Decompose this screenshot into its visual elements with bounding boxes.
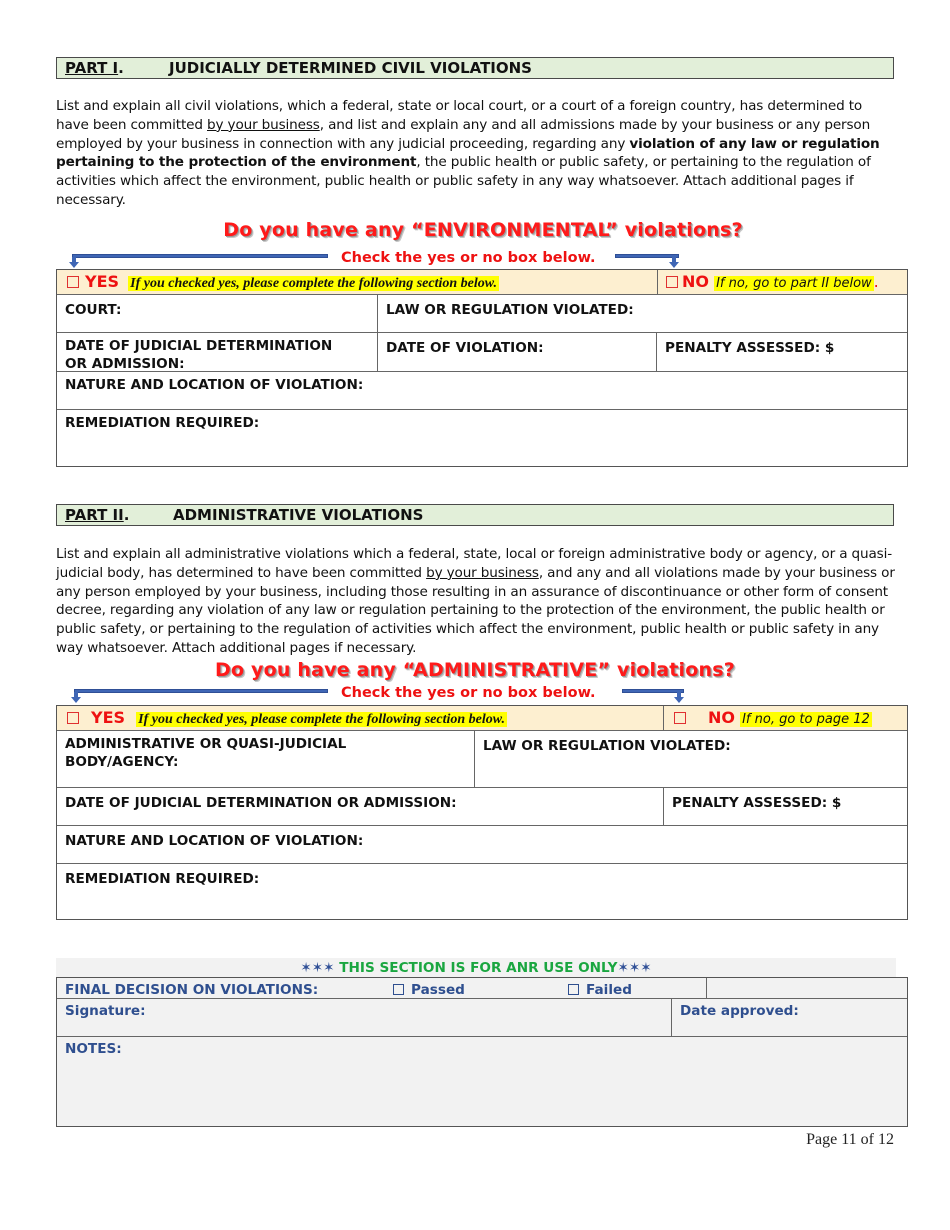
part2-no-checkbox[interactable]: [674, 712, 686, 724]
law-violated-field[interactable]: LAW OR REGULATION VIOLATED:: [386, 302, 634, 318]
failed-option[interactable]: Failed: [568, 979, 632, 999]
date-approved-field[interactable]: Date approved:: [680, 1003, 799, 1019]
arrow-down-icon: [669, 262, 679, 268]
part1-no-checkbox[interactable]: [666, 276, 678, 288]
part2-check-instruction: Check the yes or no box below.: [341, 685, 596, 701]
passed-checkbox[interactable]: [393, 984, 404, 995]
notes-field[interactable]: NOTES:: [65, 1041, 122, 1057]
penalty-assessed-field[interactable]: PENALTY ASSESSED: $: [672, 795, 842, 811]
part1-instructions: List and explain all civil violations, which a federal, state or local court, or a court of a foreign country, has determined to have been committed by your business, and list and explain any and all admissions made by your business or any person employed by your business in connection with any judicial proceeding, regarding any violation of any law or regulation pertaining to the protection of the environment, the public health or public safety, or pertaining to the regulation of activities which affect the environment, public health or public safety in any way whatsoever. Attach additional pages if necessary.: [56, 98, 880, 208]
arrow-down-icon: [69, 262, 79, 268]
part1-title: JUDICIALLY DETERMINED CIVIL VIOLATIONS: [169, 59, 532, 77]
part1-check-instruction: Check the yes or no box below.: [341, 250, 596, 266]
part2-title: ADMINISTRATIVE VIOLATIONS: [173, 506, 424, 524]
final-decision-blank-cell: [707, 978, 907, 998]
final-decision-cell: [57, 978, 707, 998]
date-judicial-determination-field[interactable]: DATE OF JUDICIAL DETERMINATION OR ADMISSION:: [57, 333, 378, 371]
right-arrow-bar: [615, 254, 679, 258]
anr-use-table: [56, 977, 908, 1127]
court-field[interactable]: COURT:: [57, 295, 378, 332]
part2-form-table: [56, 705, 908, 920]
part2-yes-cell: YES If you checked yes, please complete the following section below.: [57, 706, 664, 730]
part2-yes-checkbox[interactable]: [67, 712, 79, 724]
signature-field[interactable]: Signature:: [57, 999, 672, 1036]
part1-yes-checkbox[interactable]: [67, 276, 79, 288]
part1-yes-note: If you checked yes, please complete the following section below.: [130, 276, 498, 291]
admin-body-agency-field[interactable]: ADMINISTRATIVE OR QUASI-JUDICIAL BODY/AGENCY:: [57, 731, 475, 787]
part1-yes-no-row: [57, 270, 907, 295]
part2-question: Do you have any “ADMINISTRATIVE” violations?: [215, 659, 735, 681]
passed-option[interactable]: Passed: [393, 979, 465, 999]
final-decision-label: FINAL DECISION ON VIOLATIONS:: [65, 982, 319, 998]
part2-yes-note: If you checked yes, please complete the following section below.: [138, 712, 506, 727]
remediation-field[interactable]: REMEDIATION REQUIRED:: [65, 415, 260, 431]
part2-yes-no-row: [57, 706, 907, 731]
law-violated-field[interactable]: LAW OR REGULATION VIOLATED:: [483, 738, 731, 754]
remediation-field[interactable]: REMEDIATION REQUIRED:: [65, 871, 260, 887]
page-number: Page 11 of 12: [806, 1131, 894, 1148]
date-judicial-determination-field[interactable]: DATE OF JUDICIAL DETERMINATION OR ADMISSION:: [57, 788, 664, 825]
arrow-down-icon: [674, 697, 684, 703]
part2-no-cell: NO If no, go to page 12: [664, 706, 907, 730]
part2-number: PART II: [65, 506, 124, 524]
part2-header: PART II. ADMINISTRATIVE VIOLATIONS: [56, 504, 894, 526]
nature-location-field[interactable]: NATURE AND LOCATION OF VIOLATION:: [65, 833, 364, 849]
part1-number: PART I: [65, 59, 119, 77]
star-icon: ✶✶✶: [300, 960, 335, 976]
part1-header: PART I. JUDICIALLY DETERMINED CIVIL VIOLATIONS: [56, 57, 894, 79]
part1-question: Do you have any “ENVIRONMENTAL” violations?: [223, 219, 743, 241]
part1-no-note: If no, go to part II below: [716, 276, 872, 291]
star-icon: ✶✶✶: [617, 960, 652, 976]
nature-location-field[interactable]: NATURE AND LOCATION OF VIOLATION:: [65, 377, 364, 393]
part1-yes-cell: YES If you checked yes, please complete the following section below.: [57, 270, 658, 294]
failed-checkbox[interactable]: [568, 984, 579, 995]
part1-form-table: [56, 269, 908, 467]
anr-section-title: ✶✶✶ THIS SECTION IS FOR ANR USE ONLY✶✶✶: [56, 958, 896, 978]
part2-instructions: List and explain all administrative violations which a federal, state, local or foreign administrative body or agency, or a quasi-judicial body, has determined to have been committed by your business, and any and all violations made by your business or any person employed by your business, including those resulting in an assurance of discontinuance or other form of consent decree, regarding any violation of any law or regulation pertaining to the protection of the environment, the public health or public safety, or pertaining to the regulation of activities which affect the environment, public health or public safety in any way whatsoever. Attach additional pages if necessary.: [56, 546, 895, 656]
part2-no-note: If no, go to page 12: [742, 712, 870, 727]
arrow-down-icon: [71, 697, 81, 703]
penalty-assessed-field[interactable]: PENALTY ASSESSED: $: [665, 340, 835, 356]
left-arrow-bar: [72, 254, 328, 258]
part1-no-cell: NO If no, go to part II below .: [658, 270, 907, 294]
date-of-violation-field[interactable]: DATE OF VIOLATION:: [378, 333, 657, 371]
